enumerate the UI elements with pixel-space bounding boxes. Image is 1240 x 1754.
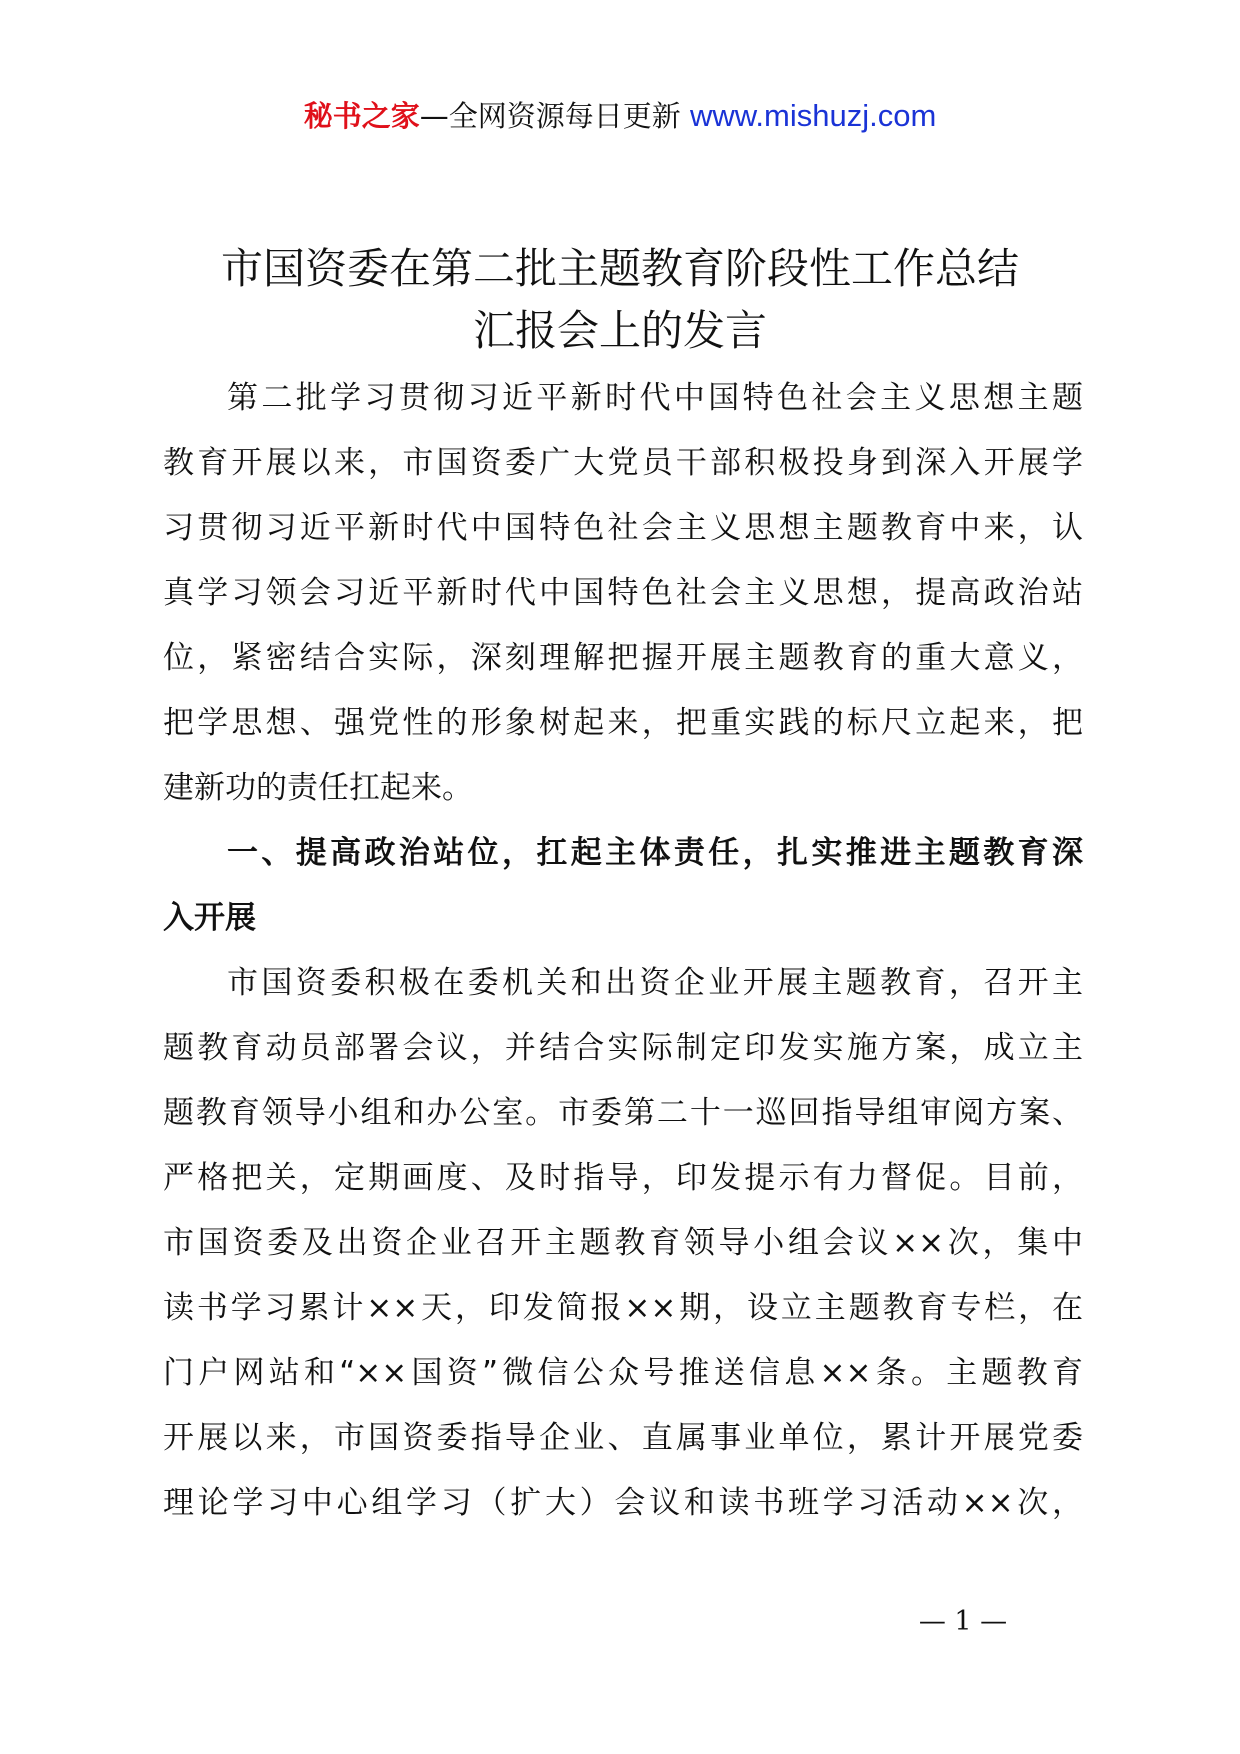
paragraph-2-line-2: 题教育动员部署会议，并结合实际制定印发实施方案，成立主 <box>163 1030 1083 1066</box>
paragraph-1-line-1: 第二批学习贯彻习近平新时代中国特色社会主义思想主题 <box>227 380 1083 416</box>
section-heading-1-line-1: 一、提高政治站位，扛起主体责任，扎实推进主题教育深 <box>227 835 1083 871</box>
paragraph-1-line-5: 位，紧密结合实际，深刻理解把握开展主题教育的重大意义， <box>163 640 1083 676</box>
paragraph-2-line-9: 理论学习中心组学习（扩大）会议和读书班学习活动××次， <box>163 1485 1083 1521</box>
paragraph-2-line-5: 市国资委及出资企业召开主题教育领导小组会议××次，集中 <box>163 1225 1083 1261</box>
paragraph-1-line-4: 真学习领会习近平新时代中国特色社会主义思想，提高政治站 <box>163 575 1083 611</box>
paragraph-1-line-6: 把学思想、强党性的形象树起来，把重实践的标尺立起来，把 <box>163 705 1083 741</box>
site-header <box>0 96 1240 136</box>
paragraph-2-line-4: 严格把关，定期画度、及时指导，印发提示有力督促。目前， <box>163 1160 1083 1196</box>
paragraph-1-line-3: 习贯彻习近平新时代中国特色社会主义思想主题教育中来，认 <box>163 510 1083 546</box>
paragraph-2-line-8: 开展以来，市国资委指导企业、直属事业单位，累计开展党委 <box>163 1420 1083 1456</box>
paragraph-1-line-7: 建新功的责任扛起来。 <box>163 770 473 806</box>
page-number: — 1 — <box>918 1606 1008 1637</box>
document-title <box>150 238 1090 362</box>
paragraph-2-line-1: 市国资委积极在委机关和出资企业开展主题教育，召开主 <box>227 965 1083 1001</box>
document-body <box>163 366 1083 1536</box>
paragraph-2-line-6: 读书学习累计××天，印发简报××期，设立主题教育专栏，在 <box>163 1290 1083 1326</box>
section-heading-1-line-2: 入开展 <box>163 900 256 936</box>
title-line-2: 汇报会上的发言 <box>472 306 767 355</box>
paragraph-2-line-3: 题教育领导小组和办公室。市委第二十一巡回指导组审阅方案、 <box>163 1095 1083 1131</box>
paragraph-1-line-2: 教育开展以来，市国资委广大党员干部积极投身到深入开展学 <box>163 445 1083 481</box>
title-line-1: 市国资委在第二批主题教育阶段性工作总结 <box>220 244 1019 293</box>
site-url[interactable]: www.mishuzj.com <box>689 98 937 133</box>
header-tagline: —全网资源每日更新 <box>419 99 681 133</box>
brand-name: 秘书之家 <box>303 99 420 133</box>
paragraph-2-line-7: 门户网站和“××国资”微信公众号推送信息××条。主题教育 <box>163 1355 1083 1391</box>
